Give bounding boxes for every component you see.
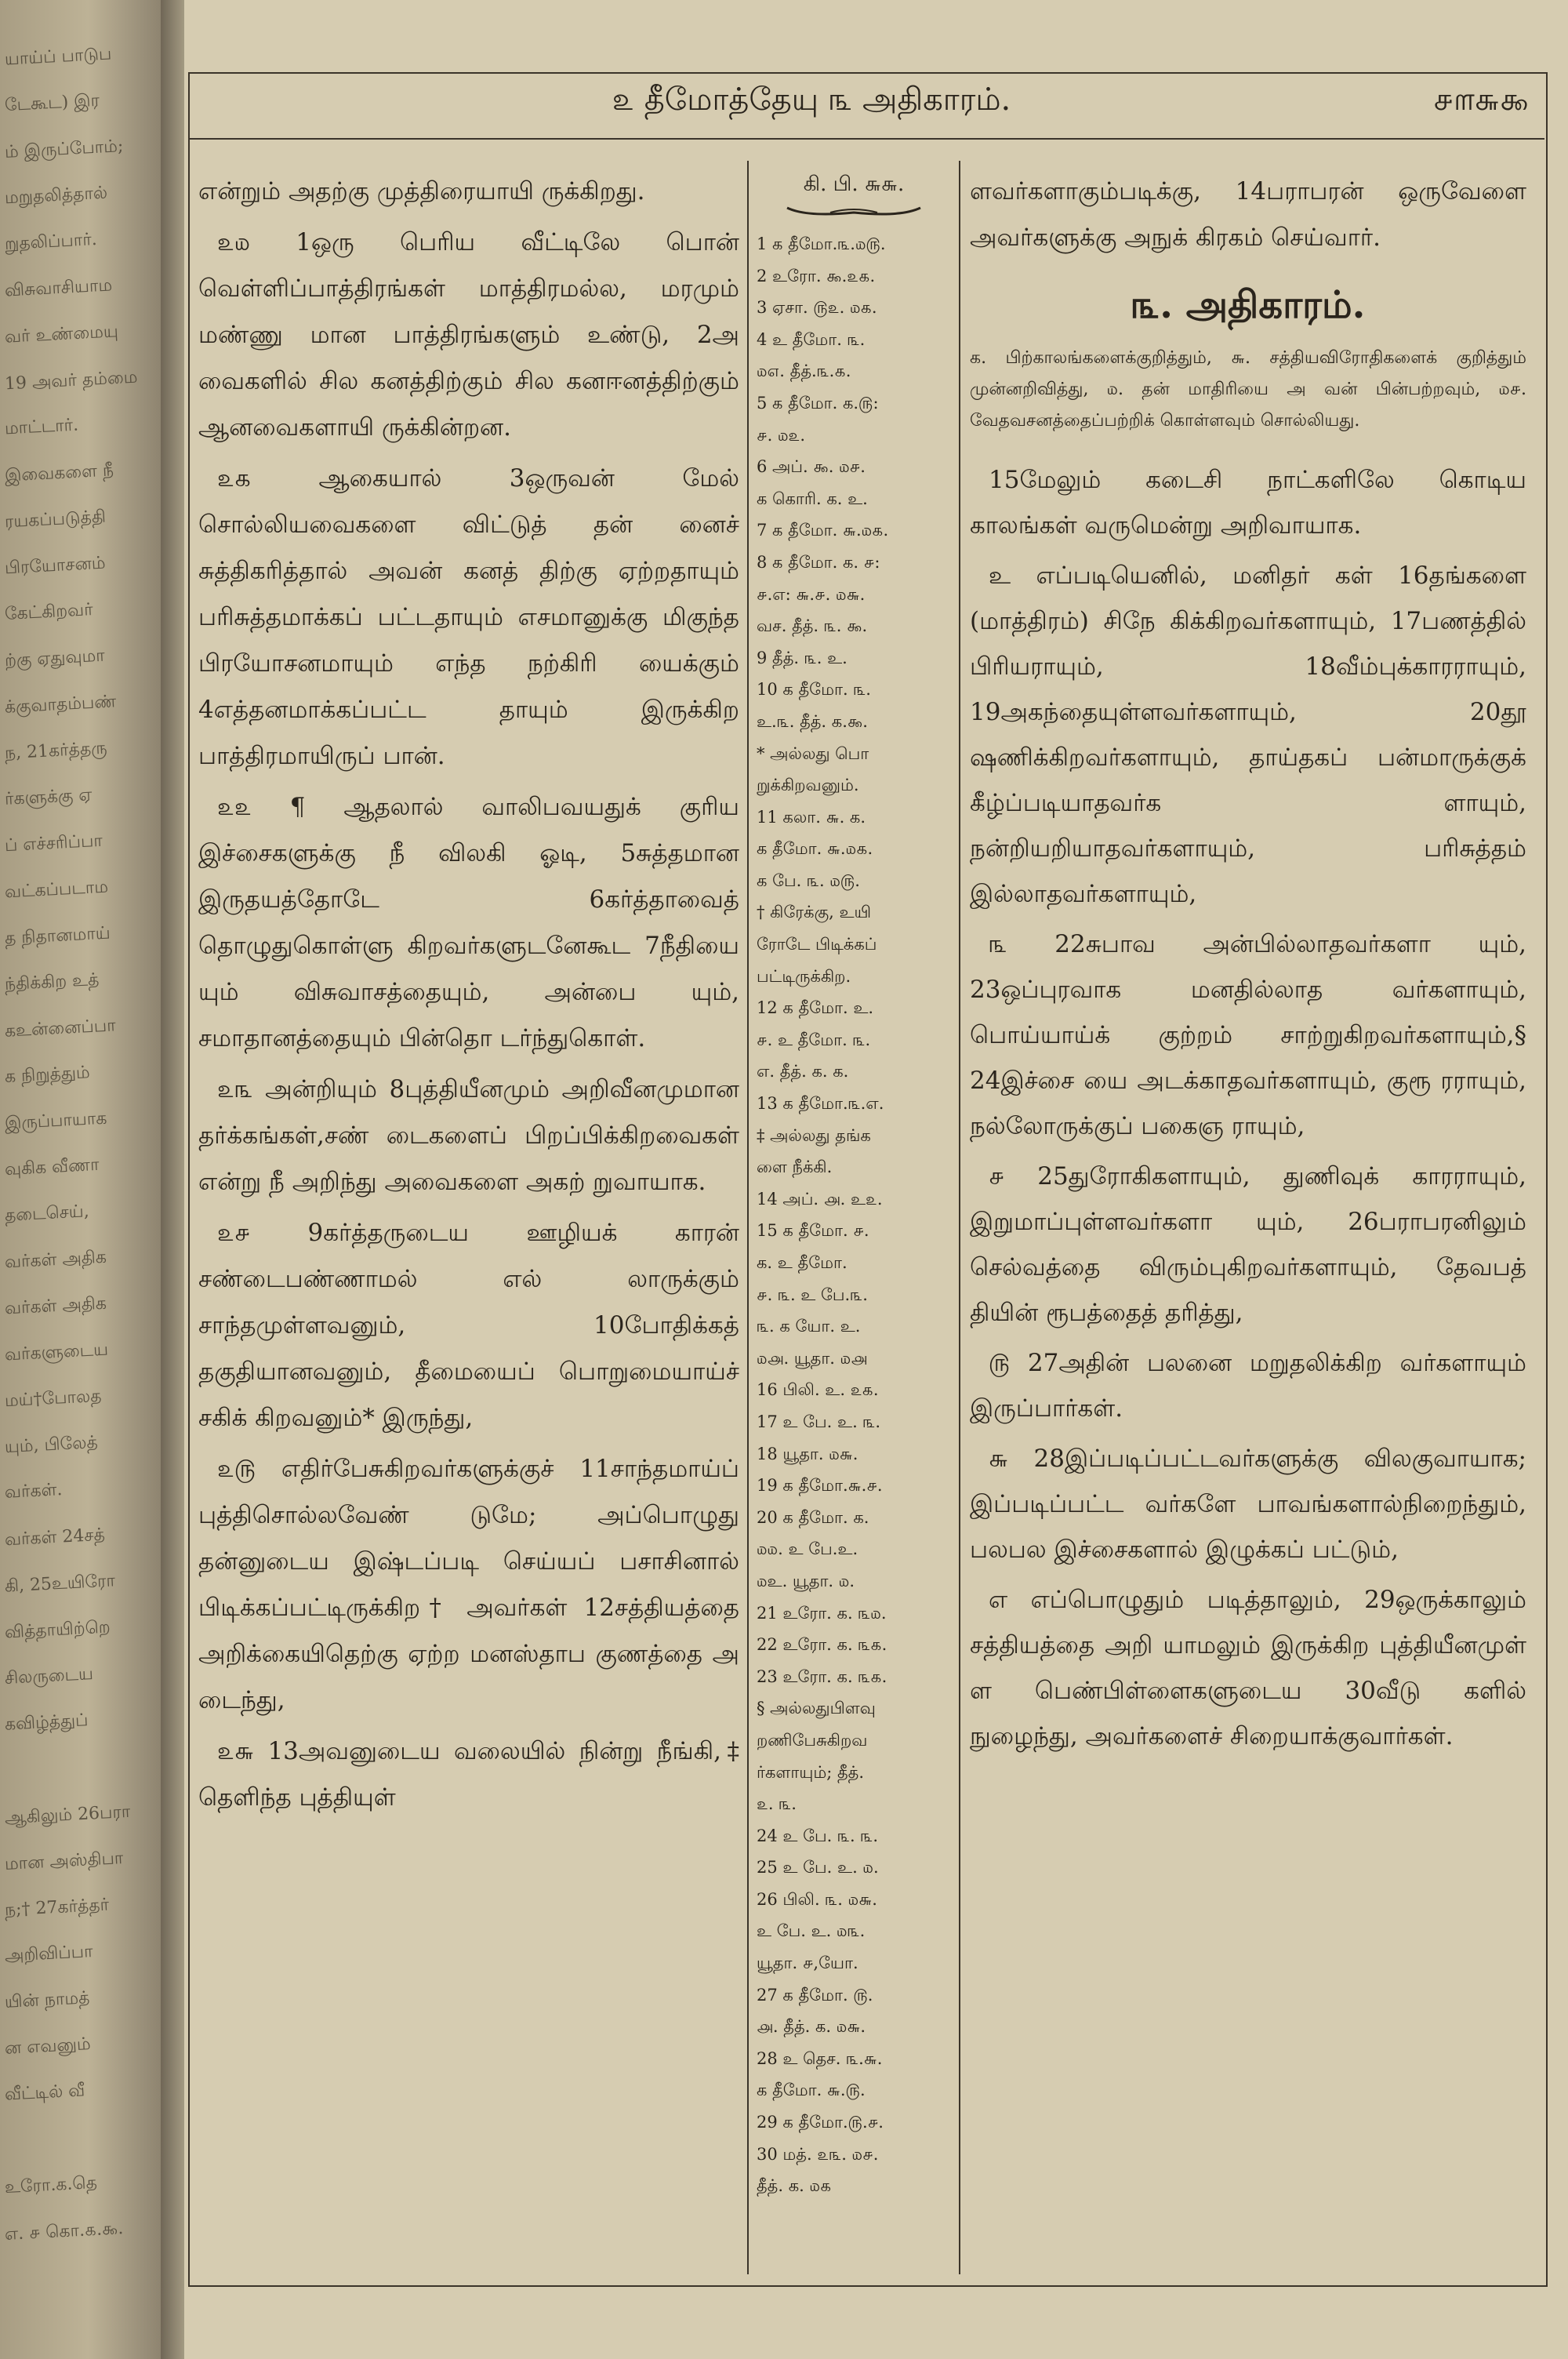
cross-reference: 24 உ பே. ௩. ௩. — [757, 1826, 879, 1845]
bleed-line: வர்களுடைய — [4, 1339, 109, 1365]
bleed-line: கஉன்னைப்பா — [4, 1016, 117, 1041]
bleed-line: விசுவாசியாம — [4, 275, 113, 301]
cross-reference: றணிபேசுகிறவ — [757, 1730, 868, 1750]
verse-paragraph: 15மேலும் கடைசி நாட்களிலே கொடிய காலங்கள் வருமென்று அறிவாயாக. — [970, 466, 1526, 540]
cross-reference: 30 மத். ௨௩. ௰௪. — [757, 2144, 879, 2164]
verse-paragraph: ௨௰ 1ஒரு பெரிய வீட்டிலே பொன் வெள்ளிப்பாத்திரங்கள் மாத்திரமல்ல, மரமும் மண்ணு மான பாத்திரங்களும் உண்டு, 2அ வைகளில் சில கனத்திற்கும் சில கனஈனத்திற்கும் ஆனவைகளாயி ருக்கின்றன. — [198, 228, 739, 442]
cross-reference: றுக்கிறவனும். — [757, 776, 859, 795]
cross-reference: ௰௮. யூதா. ௰௮ — [757, 1348, 868, 1368]
cross-reference: 17 உ பே. உ. ௩. — [757, 1412, 881, 1431]
bleed-line: வர் உண்மையு — [4, 322, 119, 347]
cross-reference: யூதா. ௪,யோ. — [757, 1954, 858, 1973]
cross-reference: 9 தீத். ௩. உ. — [757, 648, 848, 667]
bleed-line: ர்களுக்கு ஏ — [4, 785, 93, 809]
cross-reference: ரோடே பிடிக்கப் — [757, 935, 877, 954]
cross-reference: தீத். க. ௰௧ — [757, 2176, 832, 2196]
bleed-line: உரோ.க.தெ — [4, 2172, 98, 2198]
cross-reference: ௪.எ: ௬.௪. ௰௬. — [757, 584, 866, 604]
bleed-line: யும், பிலேத் — [4, 1432, 99, 1458]
bleed-line: வர்கள். — [4, 1480, 63, 1503]
verse-paragraph: ௪ 25துரோகிகளாயும், துணிவுக் காரராயும், இறுமாப்புள்ளவர்களா யும், 26பராபரனிலும் செல்வத்தை விரும்புகிறவர்களாயும், தேவபத் தியின் ரூபத்தைத் தரித்து, — [970, 1162, 1526, 1327]
bleed-line: ஆகிலும் 26பரா — [4, 1801, 131, 1829]
bleed-line: பிரயோசனம் — [4, 553, 107, 579]
column-divider-left — [747, 161, 749, 2274]
cross-reference: 1 க தீமோ.௩.௰௫. — [757, 234, 886, 253]
cross-reference: ௪. ௩. உ பே.௩. — [757, 1285, 868, 1304]
cross-reference: 21 உரோ. க. ௩௰. — [757, 1603, 887, 1623]
bleed-line: றுதலிப்பார். — [4, 229, 98, 255]
cross-reference: க கொரி. க. உ. — [757, 489, 868, 508]
cross-reference: க. உ தீமோ. — [757, 1253, 848, 1272]
bleed-line: ற்கு ஏதுவுமா — [4, 645, 106, 671]
bleed-line: மான அஸ்திபா — [4, 1848, 124, 1874]
cross-reference: பட்டிருக்கிற. — [757, 966, 851, 986]
cross-reference: ௰௰. உ பே.உ. — [757, 1539, 858, 1559]
verse-paragraph: ௨௪ 9கர்த்தருடைய ஊழியக் காரன் சண்டைபண்ணாமல் எல் லாருக்கும் சாந்தமுள்ளவனும், 10போதிக்கத் தகுதியானவனும், தீமையைப் பொறுமையாய்ச் சகிக் கிறவனும்* இருந்து, — [198, 1219, 739, 1432]
cross-reference-list — [757, 228, 951, 2202]
bleed-line: கி, 25உயிரோ — [4, 1571, 116, 1597]
bleed-line: யாய்ப் பாடுப — [4, 44, 112, 70]
cross-reference: க தீமோ. ௬.௰௧. — [757, 839, 873, 859]
cross-reference: ௩. க யோ. உ. — [757, 1317, 861, 1336]
cross-reference: 27 க தீமோ. ௫. — [757, 1985, 873, 2005]
bleed-line: வுகிக வீணா — [4, 1154, 100, 1180]
cross-reference: ௪. உ தீமோ. ௩. — [757, 1030, 871, 1049]
cross-reference: † கிரேக்கு, உயி — [757, 903, 872, 922]
cross-reference: 19 க தீமோ.௬.௪. — [757, 1476, 883, 1496]
bleed-line: த நிதானமாய் — [4, 923, 111, 949]
verse-paragraph: ௨௨ ¶ ஆதலால் வாலிபவயதுக் குரிய இச்சைகளுக்கு நீ விலகி ஓடி, 5சுத்தமான இருதயத்தோடே 6கர்த்தாவைத் தொழுதுகொள்ளு கிறவர்களுடனேகூட 7நீதியை யும் விசுவாசத்தையும், அன்பை யும், சமாதானத்தையும் பின்தொ டர்ந்துகொள். — [198, 793, 739, 1052]
verse-paragraph: உ எப்படியெனில், மனிதர் கள் 16தங்களை (மாத்திரம்) சிநே கிக்கிறவர்களாயும், 17பணத்தில் பிரியராயும், 18வீம்புக்காரராயும், 19அகந்தையுள்ளவர்களாயும், 20தூ ஷணிக்கிறவர்களாயும், தாய்தகப் பன்மாருக்குக் கீழ்ப்படியாதவர்க ளாயும், நன்றியறியாதவர்களாயும், பரிசுத்தம் இல்லாதவர்களாயும், — [970, 562, 1526, 908]
cross-reference: 12 க தீமோ. உ. — [757, 998, 874, 1018]
cross-reference: ௰உ. யூதா. ௰. — [757, 1571, 855, 1590]
bleed-line: மய்†போலத — [4, 1386, 103, 1412]
bleed-line: வர்கள் 24சத் — [4, 1525, 106, 1550]
bleed-line: ப் எச்சரிப்பா — [4, 831, 103, 856]
margin-date-heading: கி. பி. ௬௬. — [803, 173, 905, 196]
bleed-line: மறுதலித்தால் — [4, 183, 108, 209]
cross-reference: 8 க தீமோ. க. ௪: — [757, 552, 880, 572]
verse-paragraph: ௩ 22சுபாவ அன்பில்லாதவர்களா யும், 23ஒப்புரவாக மனதில்லாத வர்களாயும், பொய்யாய்க் குற்றம் சாற்றுகிறவர்களாயும்,§ 24இச்சை யை அடக்காதவர்களாயும், குரூ ரராயும், நல்லோருக்குப் பகைஞ ராயும், — [970, 930, 1526, 1140]
bleed-line: க நிறுத்தும் — [4, 1063, 91, 1087]
book-gutter — [161, 0, 184, 2359]
running-header-title: ௨ தீமோத்தேயு ௩ அதிகாரம். — [612, 82, 1011, 118]
cross-reference: எ. தீத். க. க. — [757, 1062, 849, 1081]
cross-reference: ௮. தீத். க. ௰௬. — [757, 2017, 866, 2037]
cross-reference: 11 கலா. ௬. க. — [757, 807, 866, 827]
cross-reference: 26 பிலி. ௩. ௰௬. — [757, 1889, 877, 1909]
bleed-line: வர்கள் அதிக — [4, 1293, 107, 1319]
bleed-line: வித்தாயிற்றெ — [4, 1617, 111, 1643]
left-text-column — [198, 169, 739, 1821]
right-text-column — [970, 169, 1526, 1759]
bleed-line: மாட்டார். — [4, 415, 79, 439]
cross-reference: உ.௩. தீத். க.௯. — [757, 711, 868, 731]
cross-reference: 23 உரோ. க. ௩௧. — [757, 1667, 887, 1686]
cross-reference: 2 உரோ. ௯.௨௧. — [757, 266, 876, 285]
margin-references-column — [757, 169, 951, 2202]
cross-reference: 18 யூதா. ௰௬. — [757, 1444, 858, 1463]
bleed-line: ந்திக்கிற உத் — [4, 969, 100, 995]
bleed-line: எ. ௪ கொ.௧.௯. — [4, 2219, 124, 2245]
cross-reference: * அல்லது பொ — [757, 743, 869, 763]
cross-reference: 13 க தீமோ.௩.எ. — [757, 1094, 884, 1114]
verse-paragraph: எ எப்பொழுதும் படித்தாலும், 29ஒருக்காலும் சத்தியத்தை அறி யாமலும் இருக்கிற புத்தியீனமுள் ள பெண்பிள்ளைகளுடைய 30வீடு களில் நுழைந்து, அவர்களைச் சிறையாக்குவார்கள். — [970, 1586, 1526, 1750]
verse-paragraph: ௫ 27அதின் பலனை மறுதலிக்கிற வர்களாயும் இருப்பார்கள். — [970, 1349, 1526, 1423]
cross-reference: ளை நீக்கி. — [757, 1158, 833, 1177]
cross-reference: 20 க தீமோ. க. — [757, 1507, 869, 1527]
cross-reference: 6 அப். ௯. ௰௪. — [757, 457, 866, 477]
cross-reference: ௪. ௰௨. — [757, 425, 806, 445]
verse-paragraph: ௨௫ எதிர்பேசுகிறவர்களுக்குச் 11சாந்தமாய்ப் புத்திசொல்லவேண் டுமே; அப்பொழுது தன்னுடைய இஷ்டப்படி செய்யப் பசாசினால் பிடிக்கப்பட்டிருக்கிற† அவர்கள் 12சத்தியத்தை அறிக்கையிதெற்கு ஏற்ற மனஸ்தாப குணத்தை அ டைந்து, — [198, 1455, 739, 1714]
cross-reference: 10 க தீமோ. ௩. — [757, 680, 871, 700]
bleed-line: கவிழ்த்துப் — [4, 1710, 89, 1735]
cross-reference: 29 க தீமோ.௫.௪. — [757, 2113, 884, 2132]
cross-reference: 7 க தீமோ. ௬.௰௧. — [757, 521, 889, 540]
verse-paragraph: என்றும் அதற்கு முத்திரையாயி ருக்கிறது. — [198, 177, 645, 205]
cross-reference: § அல்லதுபிளவு — [757, 1699, 876, 1718]
bleed-line: வீட்டில் வீ — [4, 2081, 85, 2105]
bleed-line: ந;† 27கர்த்தர் — [4, 1895, 110, 1921]
bleed-line: 19 அவர் தம்மை — [4, 367, 139, 394]
chapter-heading: ௩. அதிகாரம். — [1131, 283, 1366, 327]
cross-reference: வச. தீத். ௩. ௯. — [757, 616, 868, 636]
cross-reference: 3 ஏசா. ௫௨. ௰௧. — [757, 298, 877, 318]
bleed-line: இருப்பாயாக — [4, 1108, 107, 1134]
cross-reference: 5 க தீமோ. க.௫: — [757, 393, 879, 413]
verse-paragraph: ௬ 28இப்படிப்பட்டவர்களுக்கு விலகுவாயாக; இப்படிப்பட்ட வர்களே பாவங்களால்நிறைந்தும், பலபல இச்சைகளால் இழுக்கப் பட்டும், — [970, 1445, 1526, 1564]
verse-paragraph: ௨௧ ஆகையால் 3ஒருவன் மேல் சொல்லியவைகளை விட்டுத் தன் னைச் சுத்திகரித்தால் அவன் கனத் திற்கு ஏற்றதாயும் பரிசுத்தமாக்கப் பட்டதாயும் எசமானுக்கு மிகுந்த பிரயோசனமாயும் எந்த நற்கிரி யைக்கும் 4எத்தனமாக்கப்பட்ட தாயும் இருக்கிற பாத்திரமாயிருப் பான். — [198, 464, 739, 770]
cross-reference: 16 பிலி. உ. ௨௧. — [757, 1380, 879, 1400]
bleed-line: ந, 21கர்த்தரு — [4, 738, 108, 764]
cross-reference: 14 அப். ௮. உ௨. — [757, 1189, 883, 1209]
cross-reference: ர்களாயும்; தீத். — [757, 1762, 865, 1782]
cross-reference: 4 உ தீமோ. ௩. — [757, 329, 866, 349]
header-rule — [188, 138, 1544, 140]
bleed-line: யின் நாமத் — [4, 1988, 91, 2012]
cross-reference: ௰௭. தீத்.௩.௧. — [757, 362, 851, 381]
bleed-line: டேகூட) இர — [4, 90, 100, 116]
column-divider-right — [959, 161, 960, 2274]
ornament-flourish-icon — [783, 203, 924, 220]
chapter-summary: க. பிற்காலங்களைக்குறித்தும், ௬. சத்தியவிரோதிகளைக் குறித்தும் முன்னறிவித்து, ௰. தன் மாதிரியை அ வன் பின்பற்றவும், ௰௪. வேதவசனத்தைப்பற்றிக் கொள்ளவும் சொல்லியது. — [970, 348, 1526, 431]
bleed-line: அறிவிப்பா — [4, 1942, 94, 1966]
left-page-bleed — [0, 0, 161, 2359]
cross-reference: 22 உரோ. க. ௩௧. — [757, 1635, 887, 1655]
bleed-line: வர்கள் அதிக — [4, 1247, 107, 1273]
page-number: ௪௱௬௯ — [1433, 82, 1529, 118]
bleed-line: ம் இருப்போம்; — [4, 136, 124, 162]
cross-reference: 15 க தீமோ. ௪. — [757, 1221, 869, 1241]
bleed-line: கேட்கிறவர் — [4, 600, 94, 624]
bleed-line: ன எவனும் — [4, 2034, 92, 2059]
verse-paragraph: ௨௩ அன்றியும் 8புத்தியீனமும் அறிவீனமுமான தர்க்கங்கள்,சண் டைகளைப் பிறப்பிக்கிறவைகள் என்று நீ அறிந்து அவைகளை அகற் றுவாயாக. — [198, 1075, 739, 1196]
bleed-line: வட்கப்படாம — [4, 877, 109, 903]
bleed-line: இவைகளை நீ — [4, 460, 114, 486]
cross-reference: க பே. ௩. ௰௫. — [757, 871, 860, 890]
bleed-line: தடைசெய், — [4, 1201, 90, 1226]
cross-reference: க தீமோ. ௬.௫. — [757, 2081, 866, 2100]
bleed-line: ரயகப்படுத்தி — [4, 507, 107, 533]
cross-reference: ௨. ௩. — [757, 1794, 797, 1814]
cross-reference: உ பே. உ. ௰௩. — [757, 1921, 866, 1941]
bleed-line: க்குவாதம்பண் — [4, 692, 117, 718]
verse-paragraph: ௨௬ 13அவனுடைய வலையில் நின்று நீங்கி,‡ தெளிந்த புத்தியுள் — [198, 1737, 739, 1812]
cross-reference: ‡ அல்லது தங்க — [757, 1125, 871, 1145]
cross-reference: 28 உ தெச. ௩.௬. — [757, 2048, 883, 2068]
verse-carryover: ளவர்களாகும்படிக்கு, 14பராபரன் ஒருவேளை அவர்களுக்கு அநுக் கிரகம் செய்வார். — [970, 177, 1526, 252]
cross-reference: 25 உ பே. உ. ௰. — [757, 1858, 879, 1877]
bleed-line: சிலருடைய — [4, 1664, 94, 1688]
book-page — [184, 0, 1568, 2359]
